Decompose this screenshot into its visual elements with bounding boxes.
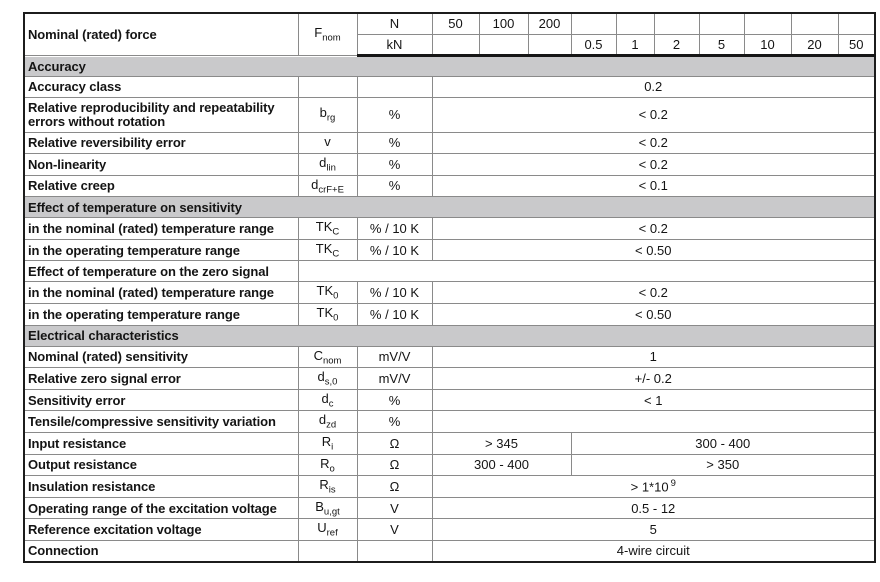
section-row-electrical: [24, 325, 875, 346]
row-label: in the operating temperature range: [24, 304, 298, 326]
subheader-label: Effect of temperature on the zero signal: [24, 261, 298, 282]
unit-cell: mV/V: [357, 346, 432, 368]
row-label: Insulation resistance: [24, 476, 298, 498]
section-row-accuracy: [24, 55, 875, 76]
value-cell: < 0.2: [432, 282, 875, 304]
force-col-header: [744, 13, 791, 34]
table-row: [24, 304, 875, 326]
row-label: Relative creep: [24, 175, 298, 197]
force-col-header: 10: [744, 34, 791, 55]
table-row: [24, 76, 875, 97]
unit-cell: Ω: [357, 433, 432, 455]
table-row: [24, 282, 875, 304]
force-col-header: [838, 13, 875, 34]
force-col-header: [571, 13, 616, 34]
symbol-cell: $d_{zd}$: [298, 411, 357, 433]
spec-table: [23, 12, 876, 563]
force-col-header: 50: [432, 13, 479, 34]
force-col-header: 2: [654, 34, 699, 55]
table-row: [24, 175, 875, 197]
unit-cell: %: [357, 175, 432, 197]
symbol-cell: [298, 541, 357, 562]
unit-cell: mV/V: [357, 368, 432, 390]
empty-cell: [298, 261, 875, 282]
symbol-cell: $TK_C$: [298, 239, 357, 261]
symbol-cell: $b_{rg}$: [298, 97, 357, 132]
force-col-header: [432, 34, 479, 55]
symbol-cell: $C_{nom}$: [298, 346, 357, 368]
value-cell: 4-wire circuit: [432, 541, 875, 562]
table-row: [24, 519, 875, 541]
table-row: [24, 541, 875, 562]
unit-cell: %: [357, 97, 432, 132]
table-row: [24, 411, 875, 433]
value-cell: < 0.2: [432, 218, 875, 240]
row-label: Accuracy class: [24, 76, 298, 97]
table-row: [24, 476, 875, 498]
row-label: in the operating temperature range: [24, 239, 298, 261]
row-label: Relative zero signal error: [24, 368, 298, 390]
value-cell-kn-range: > 350: [571, 454, 875, 476]
force-col-header: 100: [479, 13, 528, 34]
value-cell: > 1*10 $^9$: [432, 476, 875, 498]
row-label: Output resistance: [24, 454, 298, 476]
force-col-header: [528, 34, 571, 55]
force-col-header: 50: [838, 34, 875, 55]
unit-cell: Ω: [357, 454, 432, 476]
table-row: [24, 346, 875, 368]
force-col-header: [479, 34, 528, 55]
unit-cell-kn: kN: [357, 34, 432, 55]
row-label: Non-linearity: [24, 154, 298, 176]
table-row: [24, 132, 875, 154]
symbol-cell: $TK_0$: [298, 304, 357, 326]
value-cell: 0.2: [432, 76, 875, 97]
table-row: [24, 497, 875, 519]
section-label: Electrical characteristics: [24, 325, 875, 346]
row-label: Input resistance: [24, 433, 298, 455]
force-col-header: [616, 13, 654, 34]
section-label: Accuracy: [24, 55, 875, 76]
header-row-1: [24, 13, 875, 34]
symbol-cell: $R_o$: [298, 454, 357, 476]
symbol-cell: v: [298, 132, 357, 154]
value-cell: [432, 411, 875, 433]
symbol-cell: $U_{ref}$: [298, 519, 357, 541]
unit-cell: %: [357, 132, 432, 154]
subheader-row: [24, 261, 875, 282]
force-col-header: 200: [528, 13, 571, 34]
table-row: [24, 368, 875, 390]
value-cell-kn-range: 300 - 400: [571, 433, 875, 455]
force-col-header: [699, 13, 744, 34]
unit-cell: V: [357, 519, 432, 541]
unit-cell: [357, 76, 432, 97]
symbol-cell: $R_{is}$: [298, 476, 357, 498]
unit-cell: % / 10 K: [357, 304, 432, 326]
row-label: in the nominal (rated) temperature range: [24, 282, 298, 304]
force-col-header: 0.5: [571, 34, 616, 55]
row-label: Sensitivity error: [24, 389, 298, 411]
row-label: Tensile/compressive sensitivity variation: [24, 411, 298, 433]
force-col-header: 5: [699, 34, 744, 55]
row-label: Operating range of the excitation voltage: [24, 497, 298, 519]
value-cell: < 0.50: [432, 239, 875, 261]
symbol-cell: $B_{u,gt}$: [298, 497, 357, 519]
value-cell: < 0.50: [432, 304, 875, 326]
value-cell-n-range: > 345: [432, 433, 571, 455]
unit-cell-n: N: [357, 13, 432, 34]
symbol-cell: $TK_C$: [298, 218, 357, 240]
row-label: Reference excitation voltage: [24, 519, 298, 541]
unit-cell: %: [357, 154, 432, 176]
row-label: in the nominal (rated) temperature range: [24, 218, 298, 240]
value-cell: 5: [432, 519, 875, 541]
table-row: [24, 154, 875, 176]
value-cell: < 0.1: [432, 175, 875, 197]
value-cell: < 0.2: [432, 154, 875, 176]
row-label: Relative reproducibility and repeatability errors without rotation: [24, 97, 298, 132]
unit-cell: %: [357, 389, 432, 411]
force-col-header: [791, 13, 838, 34]
value-cell: < 0.2: [432, 97, 875, 132]
symbol-cell: $R_i$: [298, 433, 357, 455]
value-cell: < 0.2: [432, 132, 875, 154]
table-row: [24, 433, 875, 455]
section-row-temp-sensitivity: [24, 197, 875, 218]
value-cell: < 1: [432, 389, 875, 411]
unit-cell: % / 10 K: [357, 239, 432, 261]
row-label: Connection: [24, 541, 298, 562]
table-row: [24, 239, 875, 261]
unit-cell: % / 10 K: [357, 218, 432, 240]
force-col-header: [654, 13, 699, 34]
unit-cell: %: [357, 411, 432, 433]
symbol-cell: $F_{nom}$: [298, 13, 357, 55]
symbol-cell: $d_{s,0}$: [298, 368, 357, 390]
unit-cell: Ω: [357, 476, 432, 498]
symbol-cell: $d_{lin}$: [298, 154, 357, 176]
symbol-cell: $d_{crF+E}$: [298, 175, 357, 197]
value-cell: 1: [432, 346, 875, 368]
table-row: [24, 218, 875, 240]
value-cell-n-range: 300 - 400: [432, 454, 571, 476]
table-row: [24, 97, 875, 132]
spec-table-container: [23, 12, 876, 563]
section-label: Effect of temperature on sensitivity: [24, 197, 875, 218]
row-label: Nominal (rated) sensitivity: [24, 346, 298, 368]
symbol-cell: $TK_0$: [298, 282, 357, 304]
force-col-header: 20: [791, 34, 838, 55]
value-cell: +/- 0.2: [432, 368, 875, 390]
row-label: Relative reversibility error: [24, 132, 298, 154]
value-cell: 0.5 - 12: [432, 497, 875, 519]
table-title: Nominal (rated) force: [24, 13, 298, 55]
unit-cell: V: [357, 497, 432, 519]
table-row: [24, 454, 875, 476]
symbol-cell: $d_c$: [298, 389, 357, 411]
symbol-cell: [298, 76, 357, 97]
table-row: [24, 389, 875, 411]
unit-cell: % / 10 K: [357, 282, 432, 304]
unit-cell: [357, 541, 432, 562]
force-col-header: 1: [616, 34, 654, 55]
